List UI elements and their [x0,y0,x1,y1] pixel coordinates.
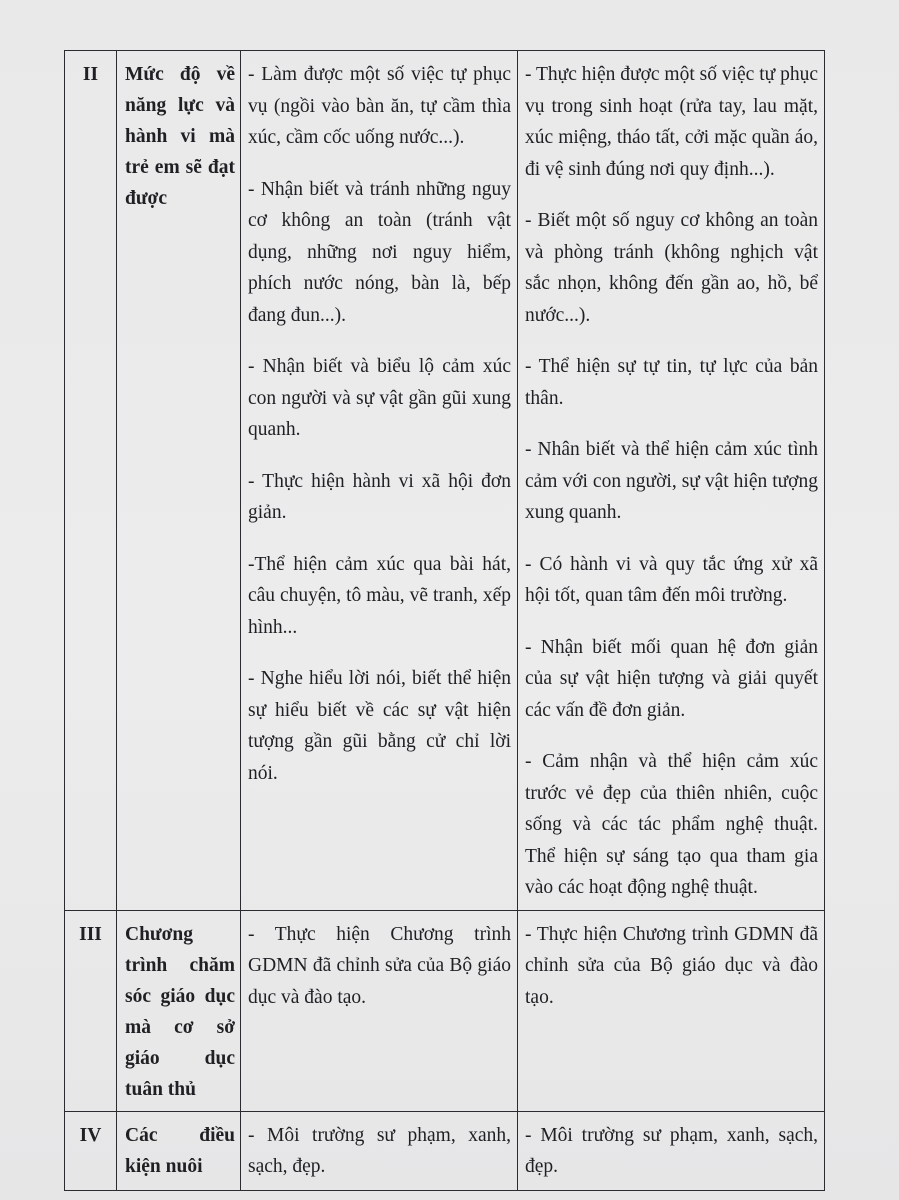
list-item: - Môi trường sư phạm, xanh, sạch, đẹp. [248,1124,511,1177]
row-number: II [65,51,117,911]
column-2-cell [518,910,825,1111]
row-heading: Chương trình chăm sóc giáo dục mà cơ sở giáo dục tuân thủ [117,910,241,1111]
table-row [65,1111,825,1190]
list-item: - Biết một số nguy cơ không an toàn và phòng tránh (không nghịch vật sắc nhọn, không đến gần ao, hồ, bể nước...). [525,210,818,326]
table-row [65,51,825,911]
list-item: - Nhận biết mối quan hệ đơn giản của sự vật hiện tượng và giải quyết các vấn đề đơn giản. [525,636,818,721]
list-item: - Nhận biết và biểu lộ cảm xúc con người và sự vật gần gũi xung quanh. [248,356,511,440]
row-number: IV [65,1111,117,1190]
column-1-cell [241,1111,518,1190]
row-heading: Các điều kiện nuôi [117,1111,241,1190]
column-1-cell [241,51,518,911]
list-item: - Cảm nhận và thể hiện cảm xúc trước vẻ đẹp của thiên nhiên, cuộc sống và các tác phẩm nghệ thuật. Thể hiện sự sáng tạo qua tham gia vào các hoạt động nghệ thuật. [525,751,818,898]
plan-table [64,50,825,1191]
table-row [65,910,825,1111]
list-item: - Nghe hiểu lời nói, biết thể hiện sự hiểu biết về các sự vật hiện tượng gần gũi bằng cử chỉ lời nói. [248,668,511,784]
list-item: - Có hành vi và quy tắc ứng xử xã hội tốt, quan tâm đến môi trường. [525,553,818,606]
column-2-cell [518,1111,825,1190]
list-item: - Thể hiện sự tự tin, tự lực của bản thân. [525,356,818,409]
list-item: - Nhân biết và thể hiện cảm xúc tình cảm với con người, sự vật hiện tượng xung quanh. [525,439,818,523]
document-page [64,50,825,1191]
list-item: - Làm được một số việc tự phục vụ (ngồi vào bàn ăn, tự cầm thìa xúc, cầm cốc uống nước...). [248,64,511,148]
row-heading: Mức độ về năng lực và hành vi mà trẻ em sẽ đạt được [117,51,241,911]
list-item: - Thực hiện hành vi xã hội đơn giản. [248,470,511,523]
list-item: - Nhận biết và tránh những nguy cơ không an toàn (tránh vật dụng, những nơi nguy hiểm, phích nước nóng, bàn là, bếp đang đun...). [248,178,511,326]
list-item: - Thực hiện được một số việc tự phục vụ trong sinh hoạt (rửa tay, lau mặt, xúc miệng, tháo tất, cởi mặc quần áo, đi vệ sinh đúng nơi quy định...). [525,64,818,180]
list-item: - Môi trường sư phạm, xanh, sạch, đẹp. [525,1124,818,1177]
row-number: III [65,910,117,1111]
list-item: -Thể hiện cảm xúc qua bài hát, câu chuyện, tô màu, vẽ tranh, xếp hình... [248,553,511,638]
column-2-cell [518,51,825,911]
column-1-cell [241,910,518,1111]
list-item: - Thực hiện Chương trình GDMN đã chỉnh sửa của Bộ giáo dục và đào tạo. [248,923,511,1008]
list-item: - Thực hiện Chương trình GDMN đã chỉnh sửa của Bộ giáo dục và đào tạo. [525,923,818,1008]
